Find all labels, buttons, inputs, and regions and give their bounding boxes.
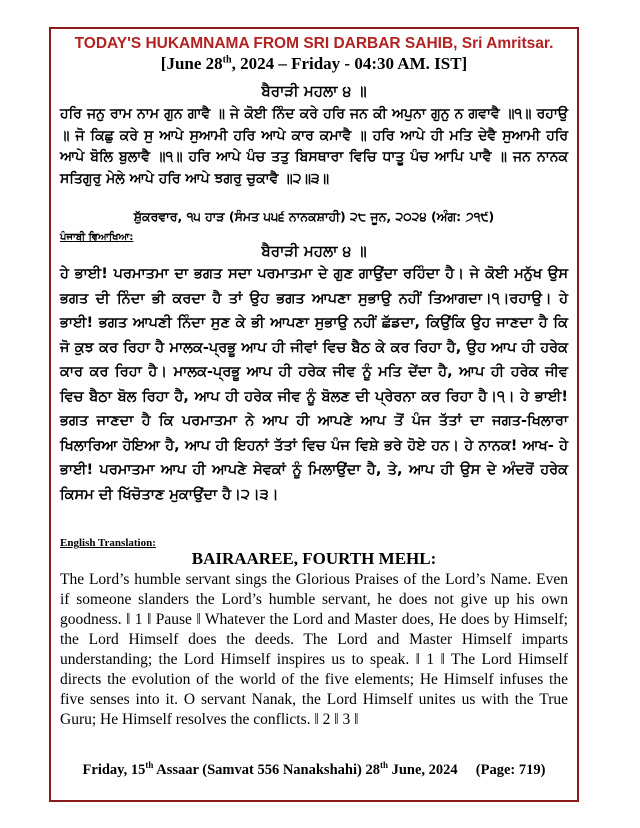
footer-sup-2: th: [379, 760, 388, 770]
shabad-date-line: ਸ਼ੁੱਕਰਵਾਰ, ੧੫ ਹਾੜ (ਸੰਮਤ ੫੫੬ ਨਾਨਕਸ਼ਾਹੀ) ੨੮ ਜੂਨ, ੨੦੨੪ (ਅੰਗ: ੭੧੯): [133, 209, 495, 224]
shabad-text: ਹਰਿ ਜਨੁ ਰਾਮ ਨਾਮ ਗੁਨ ਗਾਵੈ ॥ ਜੇ ਕੋਈ ਨਿੰਦ ਕਰੇ ਹਰਿ ਜਨ ਕੀ ਅਪੁਨਾ ਗੁਨੁ ਨ ਗਵਾਵੈ ॥੧॥ ਰਹਾਉ ॥ ਜੋ ਕਿਛੁ ਕਰੇ ਸੁ ਆਪੇ ਸੁਆਮੀ ਹਰਿ ਆਪੇ ਕਾਰ ਕਮਾਵੈ ॥ ਹਰਿ ਆਪੇ ਹੀ ਮਤਿ ਦੇਵੈ ਸੁਆਮੀ ਹਰਿ ਆਪੇ ਬੋਲਿ ਬੁਲਾਵੈ ॥੧॥ ਹਰਿ ਆਪੇ ਪੰਚ ਤਤੁ ਬਿਸਥਾਰਾ ਵਿਚਿ ਧਾਤੂ ਪੰਚ ਆਪਿ ਪਾਵੈ ॥ ਜਨ ਨਾਨਕ ਸਤਿਗੁਰੁ ਮੇਲੇ ਆਪੇ ਹਰਿ ਆਪੇ ਝਗਰੁ ਚੁਕਾਵੈ ॥੨॥੩॥: [60, 106, 568, 187]
punjabi-explanation-label: ਪੰਜਾਬੀ ਵਿਆਖਿਆ:: [60, 232, 134, 243]
hukamnama-date: [49, 54, 579, 74]
footer-samvat: Assaar (Samvat 556 Nanakshahi) 28: [153, 761, 380, 778]
footer-day: Friday, 15: [82, 761, 146, 778]
date-open: [June 28: [160, 54, 223, 73]
footer-sup-1: th: [145, 760, 154, 770]
footer-date-line: [49, 760, 579, 779]
date-rest: , 2024 – Friday - 04:30 AM. IST]: [231, 54, 468, 73]
shabad-heading: ਬੈਰਾੜੀ ਮਹਲਾ ੪ ॥: [261, 82, 367, 100]
footer-page: (Page: 719): [475, 761, 546, 778]
english-translation-text: The Lord’s humble servant sings the Glorious Praises of the Lord’s Name. Even if someone slanders the Lord’s humble servant, he does not give up his own goodness. ‖ 1 ‖ Pause ‖ Whatever the Lord and Master does, He does by Himself; the Lord Himself does the deeds. The Lord and Master Himself imparts understanding; the Lord Himself inspires us to speak. ‖ 1 ‖ The Lord Himself directs the evolution of the world of the five elements; He Himself infuses the five senses into it. O servant Nanak, the Lord Himself unites us with the True Guru; He Himself resolves the conflicts. ‖ 2 ‖ 3 ‖: [60, 571, 568, 728]
punjabi-heading: ਬੈਰਾੜੀ ਮਹਲਾ ੪ ॥: [261, 242, 367, 260]
page-title: TODAY'S HUKAMNAMA FROM SRI DARBAR SAHIB, Sri Amritsar.: [74, 35, 554, 52]
english-translation-label: English Translation:: [60, 537, 156, 549]
english-heading: BAIRAAREE, FOURTH MEHL:: [191, 549, 437, 568]
date-suffix: th: [222, 54, 232, 66]
punjabi-explanation-text: ਹੇ ਭਾਈ! ਪਰਮਾਤਮਾ ਦਾ ਭਗਤ ਸਦਾ ਪਰਮਾਤਮਾ ਦੇ ਗੁਣ ਗਾਉਂਦਾ ਰਹਿੰਦਾ ਹੈ। ਜੇ ਕੋਈ ਮਨੁੱਖ ਉਸ ਭਗਤ ਦੀ ਨਿੰਦਾ ਭੀ ਕਰਦਾ ਹੈ ਤਾਂ ਉਹ ਭਗਤ ਆਪਣਾ ਸੁਭਾਉ ਨਹੀਂ ਤਿਆਗਦਾ।੧।ਰਹਾਉ। ਹੇ ਭਾਈ! ਭਗਤ ਆਪਣੀ ਨਿੰਦਾ ਸੁਣ ਕੇ ਭੀ ਆਪਣਾ ਸੁਭਾਉ ਨਹੀਂ ਛੱਡਦਾ, ਕਿਉਂਕਿ ਉਹ ਜਾਣਦਾ ਹੈ ਕਿ ਜੋ ਕੁਝ ਕਰ ਰਿਹਾ ਹੈ ਮਾਲਕ-ਪ੍ਰਭੂ ਆਪ ਹੀ ਜੀਵਾਂ ਵਿਚ ਬੈਠ ਕੇ ਕਰ ਰਿਹਾ ਹੈ, ਉਹ ਆਪ ਹੀ ਹਰੇਕ ਕਾਰ ਕਰ ਰਿਹਾ ਹੈ। ਮਾਲਕ-ਪ੍ਰਭੂ ਆਪ ਹੀ ਹਰੇਕ ਜੀਵ ਨੂੰ ਮਤਿ ਦੇਂਦਾ ਹੈ, ਆਪ ਹੀ ਹਰੇਕ ਜੀਵ ਵਿਚ ਬੈਠਾ ਬੋਲ ਰਿਹਾ ਹੈ, ਆਪ ਹੀ ਹਰੇਕ ਜੀਵ ਨੂੰ ਬੋਲਣ ਦੀ ਪ੍ਰੇਰਨਾ ਕਰ ਰਿਹਾ ਹੈ।੧। ਹੇ ਭਾਈ! ਭਗਤ ਜਾਣਦਾ ਹੈ ਕਿ ਪਰਮਾਤਮਾ ਨੇ ਆਪ ਹੀ ਆਪਣੇ ਆਪ ਤੋਂ ਪੰਜ ਤੱਤਾਂ ਦਾ ਜਗਤ-ਖਿਲਾਰਾ ਖਿਲਾਰਿਆ ਹੋਇਆ ਹੈ, ਆਪ ਹੀ ਇਹਨਾਂ ਤੱਤਾਂ ਵਿਚ ਪੰਜ ਵਿਸ਼ੇ ਭਰੇ ਹੋਏ ਹਨ। ਹੇ ਨਾਨਕ! ਆਖ- ਹੇ ਭਾਈ! ਪਰਮਾਤਮਾ ਆਪ ਹੀ ਆਪਣੇ ਸੇਵਕਾਂ ਨੂੰ ਮਿਲਾਉਂਦਾ ਹੈ, ਤੇ, ਆਪ ਹੀ ਉਸ ਦੇ ਅੰਦਰੋਂ ਹਰੇਕ ਕਿਸਮ ਦੀ ਖਿੱਚੋਤਾਣ ਮੁਕਾਉਂਦਾ ਹੈ।੨।੩।: [60, 266, 568, 503]
footer-year: June, 2024: [387, 761, 458, 778]
